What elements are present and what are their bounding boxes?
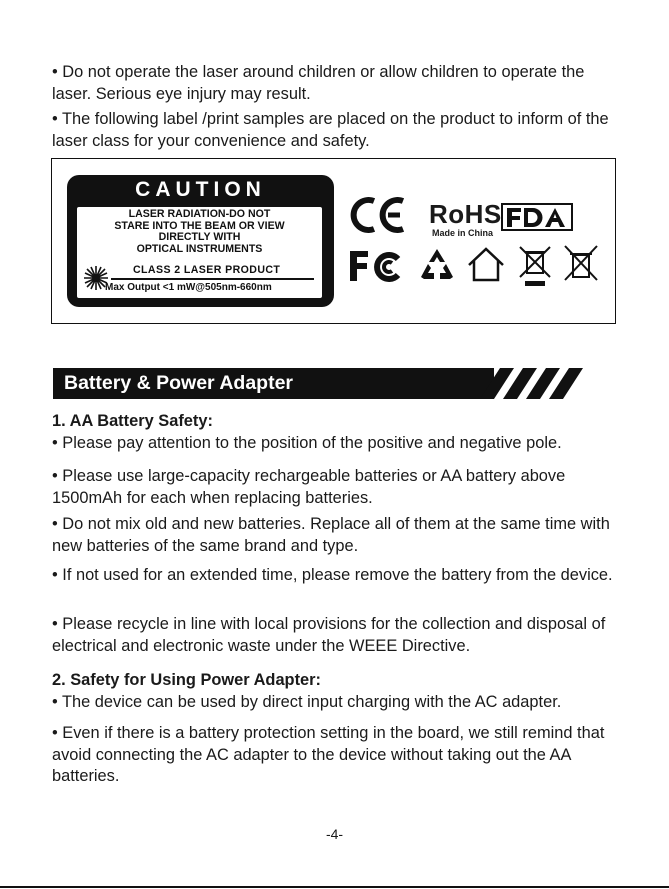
home-icon — [466, 245, 506, 283]
weee-bin-icon — [562, 243, 600, 283]
caution-title: CAUTION — [135, 178, 266, 201]
section-banner — [53, 368, 494, 399]
laser-children-warning: • Do not operate the laser around children or allow children to operate the laser. Serious eye injury may result. — [52, 63, 585, 103]
banner-stripes-decoration — [480, 368, 592, 399]
list-item: • Please use large-capacity rechargeable batteries or AA battery above 1500mAh for each when replacing batteries. — [52, 467, 566, 507]
laser-radiation-warning: LASER RADIATION-DO NOT STARE INTO THE BEAM OR VIEW DIRECTLY WITH OPTICAL INSTRUMENTS — [114, 208, 285, 255]
page-bottom-rule — [0, 886, 669, 888]
fda-mark-icon — [501, 203, 573, 231]
laser-label-panel — [51, 158, 616, 324]
recycle-icon — [418, 247, 456, 283]
caution-label — [67, 175, 334, 307]
section-title: Battery & Power Adapter — [64, 372, 294, 394]
made-in-text: Made in China — [432, 228, 494, 238]
list-item: • If not used for an extended time, please remove the battery from the device. — [52, 566, 613, 584]
divider — [111, 278, 314, 280]
rohs-mark: RoHS — [429, 199, 502, 229]
list-item: • Please recycle in line with local provisions for the collection and disposal of electrical and electronic waste under the WEEE Directive. — [52, 615, 606, 655]
caution-body — [77, 207, 322, 298]
battery-safety-heading: 1. AA Battery Safety: — [52, 412, 213, 430]
list-item: • The device can be used by direct input charging with the AC adapter. — [52, 693, 562, 711]
label-samples-note: • The following label /print samples are placed on the product to inform of the laser class for your convenience and safety. — [52, 110, 609, 150]
max-output-text: Max Output <1 mW@505nm-660nm — [105, 282, 272, 293]
ce-mark-icon — [350, 197, 408, 233]
page-number: -4- — [325, 826, 344, 842]
list-item: • Please pay attention to the position of the positive and negative pole. — [52, 434, 562, 452]
list-item: • Do not mix old and new batteries. Replace all of them at the same time with new batteries of the same brand and type. — [52, 515, 610, 555]
laser-class-text: CLASS 2 LASER PRODUCT — [133, 264, 281, 276]
list-item: • Even if there is a battery protection setting in the board, we still remind that avoid connecting the AC adapter to the device without taking out the AA batteries. — [52, 724, 605, 785]
power-adapter-heading: 2. Safety for Using Power Adapter: — [52, 671, 321, 689]
weee-bin-icon — [517, 243, 553, 287]
fcc-mark-icon — [348, 249, 410, 283]
